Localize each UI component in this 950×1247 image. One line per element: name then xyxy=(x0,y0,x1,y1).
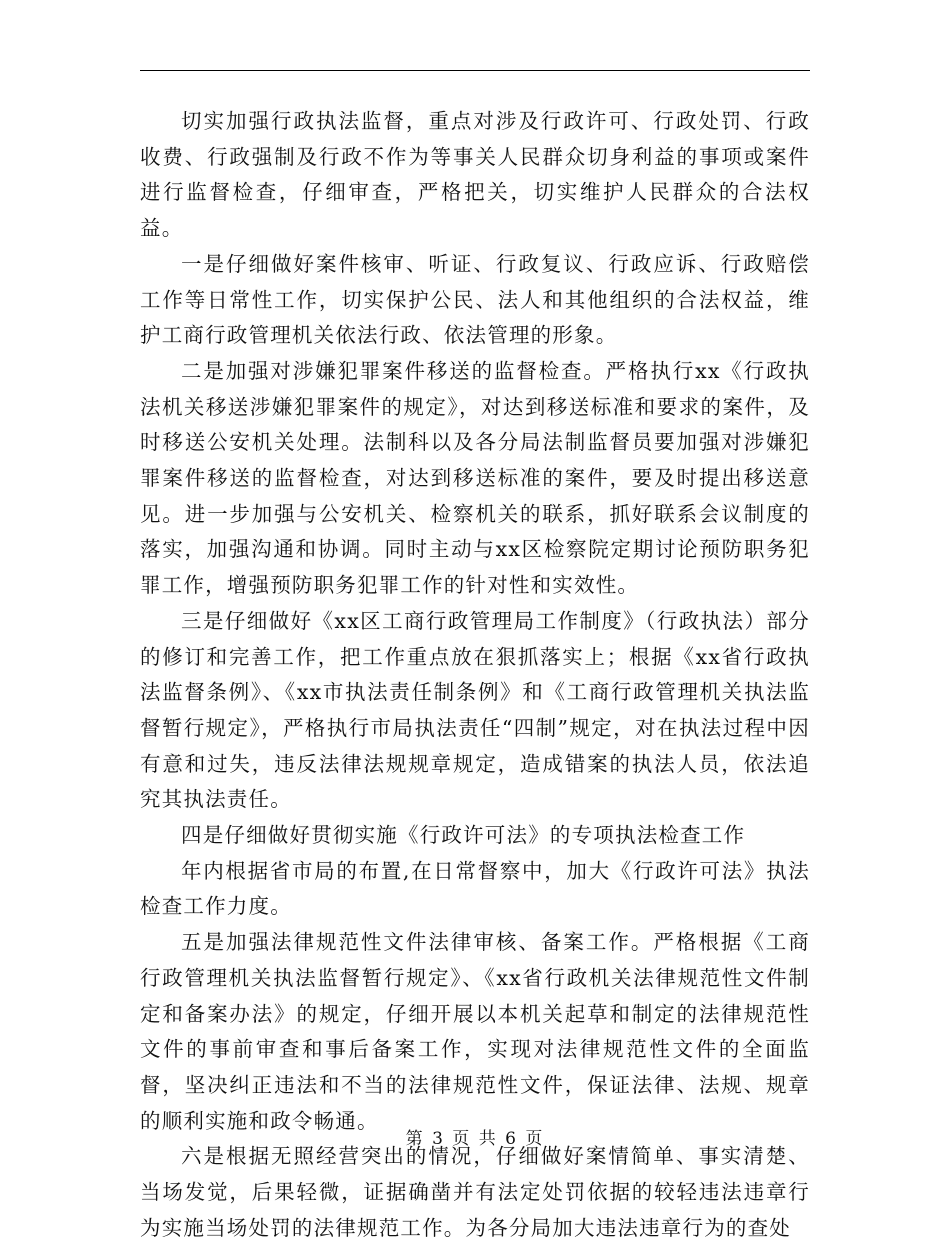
page-number-footer: 第 3 页 共 6 页 xyxy=(405,1129,545,1149)
paragraph: 年内根据省市局的布置,在日常督察中，加大《行政许可法》执法检查工作力度。 xyxy=(140,858,810,919)
paragraph: 四是仔细做好贯彻实施《行政许可法》的专项执法检查工作 xyxy=(181,823,746,848)
document-body xyxy=(140,104,810,1247)
paragraph: 三是仔细做好《xx区工商行政管理局工作制度》（行政执法）部分的修订和完善工作，把工作重点放在狠抓落实上；根据《xx省行政执法监督条例》、《xx市执法责任制条例》和《工商行政管理机关执法监督暂行规定》，严格执行市局执法责任“四制”规定，对在执法过程中因有意和过失，违反法律法规规章规定，造成错案的执法人员，依法追究其执法责任。 xyxy=(140,608,810,812)
paragraph: 一是仔细做好案件核审、听证、行政复议、行政应诉、行政赔偿工作等日常性工作，切实保护公民、法人和其他组织的合法权益，维护工商行政管理机关依法行政、依法管理的形象。 xyxy=(140,251,810,348)
paragraph: 五是加强法律规范性文件法律审核、备案工作。严格根据《工商行政管理机关执法监督暂行规定》、《xx省行政机关法律规范性文件制定和备案办法》的规定，仔细开展以本机关起草和制定的法律规范性文件的事前审查和事后备案工作，实现对法律规范性文件的全面监督，坚决纠正违法和不当的法律规范性文件，保证法律、法规、规章的顺利实施和政令畅通。 xyxy=(140,930,810,1133)
paragraph: 切实加强行政执法监督，重点对涉及行政许可、行政处罚、行政收费、行政强制及行政不作为等事关人民群众切身利益的事项或案件进行监督检查，仔细审查，严格把关，切实维护人民群众的合法权益。 xyxy=(140,109,810,241)
paragraph: 二是加强对涉嫌犯罪案件移送的监督检查。严格执行xx《行政执法机关移送涉嫌犯罪案件的规定》，对达到移送标准和要求的案件，及时移送公安机关处理。法制科以及各分局法制监督员要加强对涉嫌犯罪案件移送的监督检查，对达到移送标准的案件，要及时提出移送意见。进一步加强与公安机关、检察机关的联系，抓好联系会议制度的落实，加强沟通和协调。同时主动与xx区检察院定期讨论预防职务犯罪工作，增强预防职务犯罪工作的针对性和实效性。 xyxy=(140,358,810,598)
header-rule xyxy=(140,70,810,71)
paragraph: 六是根据无照经营突出的情况，仔细做好案情简单、事实清楚、当场发觉，后果轻微，证据确凿并有法定处罚依据的较轻违法违章行为实施当场处罚的法律规范工作。为各分局加大违法违章行为的查处 xyxy=(140,1144,810,1240)
